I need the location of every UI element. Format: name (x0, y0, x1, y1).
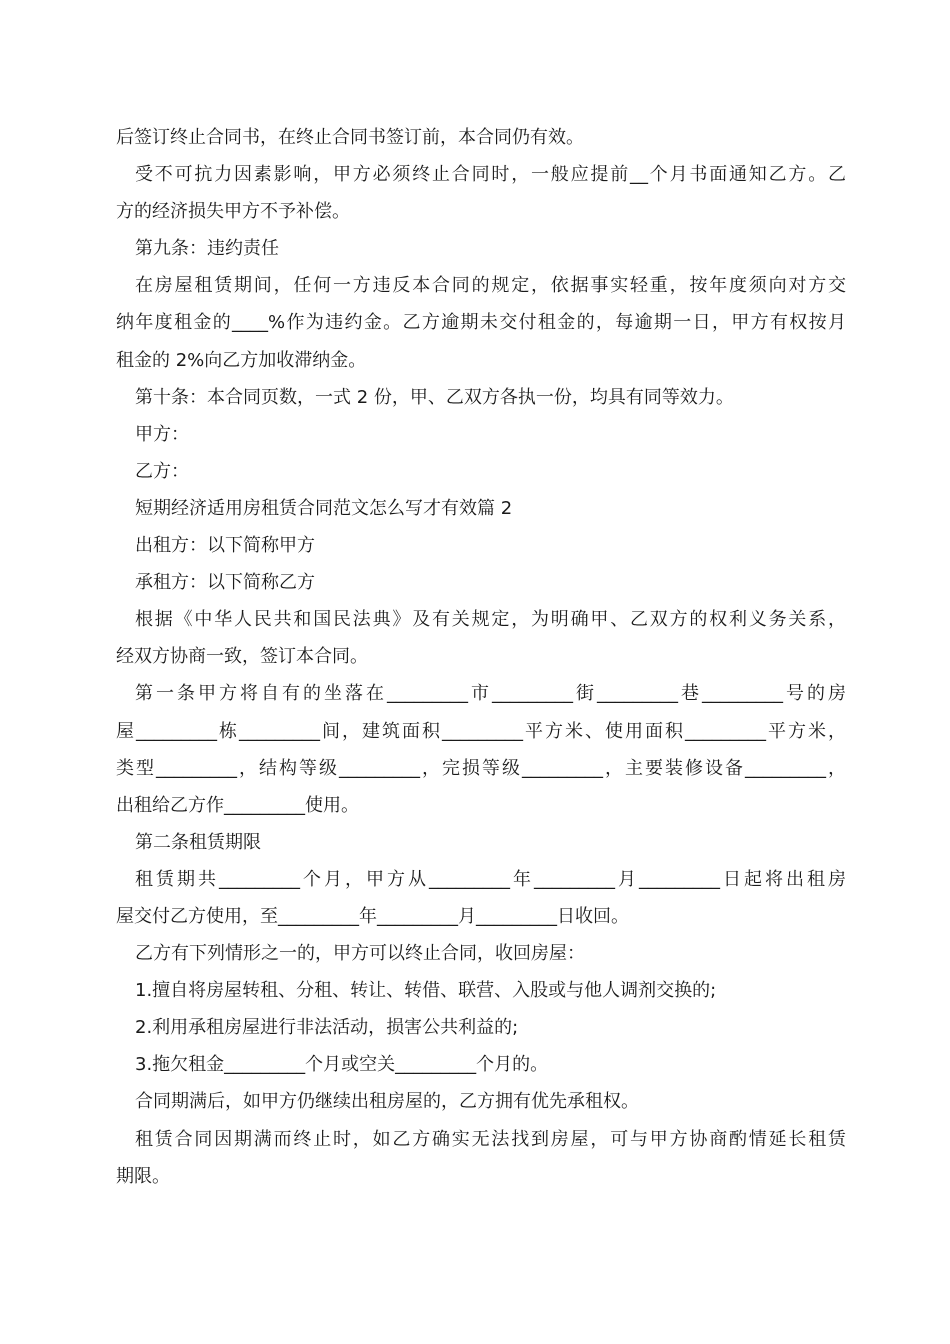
text-line: 根据《中华人民共和国民法典》及有关规定，为明确甲、乙双方的权利义务关系， (135, 609, 846, 631)
text-line: 后签订终止合同书，在终止合同书签订前，本合同仍有效。 (116, 127, 584, 148)
section-heading: 第十条：本合同页数，一式 2 份，甲、乙双方各执一份，均具有同等效力。 (135, 386, 734, 408)
list-item: 3.拖欠租金_________个月或空关_________个月的。 (135, 1054, 549, 1076)
text-line: 纳年度租金的____%作为违约金。乙方逾期未交付租金的，每逾期一日，甲方有权按月 (116, 312, 846, 334)
text-line: 期限。 (116, 1165, 170, 1187)
text-line: 在房屋租赁期间，任何一方违反本合同的规定，依据事实轻重，按年度须向对方交 (135, 275, 846, 297)
document-title: 短期经济适用房租赁合同范文怎么写才有效篇 2 (135, 497, 513, 519)
text-line: 第一条甲方将自有的坐落在_________市_________街_________巷_________号的房 (135, 683, 846, 705)
list-item: 2.利用承租房屋进行非法活动，损害公共利益的; (135, 1017, 519, 1039)
text-line: 租金的 2%向乙方加收滞纳金。 (116, 349, 367, 371)
signature-label: 甲方： (135, 423, 189, 445)
party-label: 出租方：以下简称甲方 (135, 535, 315, 557)
text-line: 屋交付乙方使用，至_________年_________月_________日收回。 (116, 905, 629, 927)
party-label: 承租方：以下简称乙方 (135, 572, 315, 594)
text-line: 受不可抗力因素影响，甲方必须终止合同时，一般应提前__个月书面通知乙方。乙 (135, 164, 846, 186)
text-line: 租赁期共_________个月，甲方从_________年_________月_________日起将出租房 (135, 868, 846, 890)
list-item: 1.擅自将房屋转租、分租、转让、转借、联营、入股或与他人调剂交换的; (135, 980, 717, 1002)
section-heading: 第二条租赁期限 (135, 831, 261, 853)
text-line: 乙方有下列情形之一的，甲方可以终止合同，收回房屋： (135, 943, 585, 965)
text-line: 类型_________，结构等级_________，完损等级_________，主要装修设备_________， (116, 757, 846, 779)
text-line: 方的经济损失甲方不予补偿。 (116, 201, 350, 223)
text-line: 出租给乙方作_________使用。 (116, 794, 359, 816)
text-line: 合同期满后，如甲方仍继续出租房屋的，乙方拥有优先承租权。 (135, 1091, 639, 1113)
text-line: 经双方协商一致，签订本合同。 (116, 646, 368, 668)
document-body (116, 119, 846, 1195)
signature-label: 乙方： (135, 460, 189, 482)
text-line: 屋_________栋_________间，建筑面积_________平方米、使用面积_________平方米， (116, 720, 846, 742)
section-heading: 第九条：违约责任 (135, 238, 279, 260)
text-line: 租赁合同因期满而终止时，如乙方确实无法找到房屋，可与甲方协商酌情延长租赁 (135, 1128, 846, 1150)
